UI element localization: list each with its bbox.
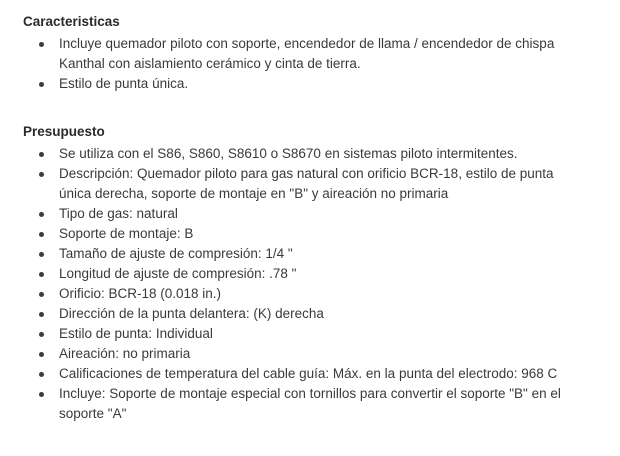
- bullet-icon: [39, 42, 44, 47]
- list-item-text: Orificio: BCR-18 (0.018 in.): [59, 286, 222, 301]
- bullet-icon: [39, 212, 44, 217]
- list-item: [0, 324, 620, 344]
- list-item-text: Incluye: Soporte de montaje especial con tornillos para convertir el soporte "B" en el soporte "A": [59, 386, 561, 421]
- list-item: [0, 34, 620, 74]
- bullet-icon: [39, 272, 44, 277]
- list-item: [0, 264, 620, 284]
- list-item: [0, 284, 620, 304]
- bullet-icon: [39, 372, 44, 377]
- list-item-text: Calificaciones de temperatura del cable guía: Máx. en la punta del electrodo: 968 C: [59, 366, 558, 381]
- caracteristicas-list: [0, 34, 620, 94]
- bullet-icon: [39, 82, 44, 87]
- list-item-text: Tamaño de ajuste de compresión: 1/4 ": [59, 246, 293, 261]
- bullet-icon: [39, 332, 44, 337]
- list-item: [0, 74, 620, 94]
- bullet-icon: [39, 312, 44, 317]
- bullet-icon: [39, 252, 44, 257]
- bullet-icon: [39, 292, 44, 297]
- list-item: [0, 384, 620, 424]
- bullet-icon: [39, 172, 44, 177]
- presupuesto-list: [0, 144, 620, 424]
- list-item-text: Estilo de punta: Individual: [59, 326, 213, 341]
- list-item-text: Aireación: no primaria: [59, 346, 191, 361]
- bullet-icon: [39, 232, 44, 237]
- section-title-presupuesto: Presupuesto: [23, 124, 105, 139]
- list-item-text: Soporte de montaje: B: [59, 226, 194, 241]
- bullet-icon: [39, 352, 44, 357]
- list-item: [0, 244, 620, 264]
- bullet-icon: [39, 152, 44, 157]
- list-item-text: Dirección de la punta delantera: (K) derecha: [59, 306, 324, 321]
- list-item-text: Descripción: Quemador piloto para gas natural con orificio BCR-18, estilo de punta única derecha, soporte de montaje en "B" y aireación no primaria: [59, 166, 554, 201]
- list-item: [0, 144, 620, 164]
- list-item: [0, 204, 620, 224]
- list-item: [0, 164, 620, 204]
- list-item-text: Tipo de gas: natural: [59, 206, 178, 221]
- list-item-text: Se utiliza con el S86, S860, S8610 o S8670 en sistemas piloto intermitentes.: [59, 146, 518, 161]
- list-item-text: Longitud de ajuste de compresión: .78 ": [59, 266, 297, 281]
- list-item: [0, 224, 620, 244]
- list-item: [0, 344, 620, 364]
- list-item: [0, 304, 620, 324]
- list-item: [0, 364, 620, 384]
- section-title-caracteristicas: Caracteristicas: [23, 14, 120, 29]
- list-item-text: Estilo de punta única.: [59, 76, 189, 91]
- bullet-icon: [39, 392, 44, 397]
- list-item-text: Incluye quemador piloto con soporte, encendedor de llama / encendedor de chispa Kanthal con aislamiento cerámico y cinta de tierra.: [59, 36, 555, 71]
